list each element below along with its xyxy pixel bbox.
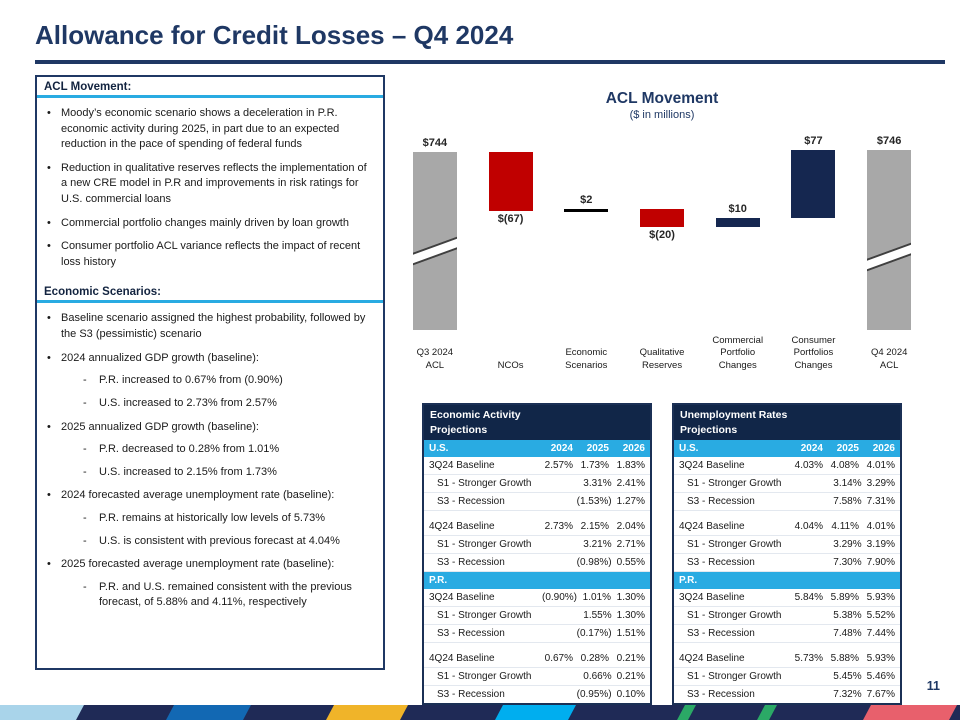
table-title — [674, 405, 900, 440]
table-row — [424, 625, 650, 643]
row-value: 5.52% — [866, 610, 895, 622]
title-underline — [35, 60, 945, 64]
waterfall-column — [700, 90, 776, 340]
row-value: 1.73% — [580, 460, 609, 472]
row-value: 7.67% — [866, 689, 895, 701]
row-value: 4.08% — [830, 460, 859, 472]
sub-bullet-item — [83, 396, 371, 412]
row-value: 7.32% — [833, 689, 862, 701]
x-axis-label — [397, 347, 473, 374]
row-label: S3 - Recession — [687, 689, 755, 701]
waterfall-bar-total — [413, 152, 457, 330]
row-label: 4Q24 Baseline — [679, 653, 745, 665]
row-value: 0.67% — [544, 653, 573, 665]
table-row — [424, 518, 650, 536]
chart-subtitle: ($ in millions) — [629, 109, 695, 121]
bar-value-label: $(20) — [649, 228, 675, 241]
waterfall-bar-increase — [716, 218, 760, 227]
footer-stripe — [863, 705, 957, 720]
table-row — [674, 493, 900, 511]
row-value: 5.46% — [866, 671, 895, 683]
chart-title: ACL Movement — [605, 90, 719, 107]
table-row — [424, 554, 650, 572]
sub-bullet-text: P.R. and U.S. remained consistent with the previous forecast, of 5.88% and 4.11%, respectively — [99, 580, 352, 609]
x-axis-label-line: Portfolios — [793, 347, 834, 359]
row-value: 2.71% — [616, 539, 645, 551]
table-section-row — [674, 572, 900, 589]
row-value: 2.73% — [544, 521, 573, 533]
row-value: 3.31% — [583, 478, 612, 490]
row-value: 2.04% — [616, 521, 645, 533]
table-row — [674, 668, 900, 686]
bullet-text: Baseline scenario assigned the highest probability, followed by the S3 (pessimistic) scenario — [61, 312, 366, 341]
row-value: 1.01% — [582, 592, 612, 604]
x-axis-label — [548, 347, 624, 374]
row-value: 1.30% — [616, 592, 646, 604]
table-section-label: P.R. — [679, 575, 698, 587]
row-label: S1 - Stronger Growth — [687, 539, 782, 551]
row-value: 3.29% — [866, 478, 895, 490]
waterfall-column — [776, 90, 852, 340]
row-label: S1 - Stronger Growth — [437, 610, 532, 622]
x-axis-label — [473, 360, 549, 374]
row-value: 2.57% — [544, 460, 573, 472]
table-row — [424, 589, 650, 607]
bullet-text: Reduction in qualitative reserves reflects the implementation of a new CRE model in P.R and improvements in risk ratings for U.S. commercial loans — [61, 161, 367, 206]
row-value: 7.44% — [866, 628, 895, 640]
row-label: S1 - Stronger Growth — [437, 539, 532, 551]
table-row — [424, 650, 650, 668]
table-section-row — [424, 440, 650, 457]
row-value: 3.19% — [866, 539, 895, 551]
footer-stripe — [326, 705, 408, 720]
row-value: 5.38% — [833, 610, 862, 622]
dash-marker: - — [83, 396, 87, 409]
row-label: 3Q24 Baseline — [679, 460, 745, 472]
bullet-text: 2025 forecasted average unemployment rate (baseline): — [61, 558, 335, 571]
table-row — [424, 668, 650, 686]
table-section-row — [674, 440, 900, 457]
table-title-line: Economic Activity — [430, 409, 521, 421]
x-axis-label — [851, 347, 927, 374]
bullet-text: 2025 annualized GDP growth (baseline): — [61, 420, 259, 433]
row-label: S1 - Stronger Growth — [687, 478, 782, 490]
bar-value-label: $77 — [804, 135, 823, 148]
economic-activity-table — [422, 403, 652, 705]
bar-value-label: $744 — [422, 137, 448, 149]
page-number: 11 — [926, 679, 940, 693]
footer-stripe — [677, 705, 696, 720]
waterfall-column — [473, 90, 549, 340]
table-section-label: P.R. — [429, 575, 448, 587]
table-row — [674, 686, 900, 703]
x-axis-label-line: NCOs — [497, 359, 524, 371]
table-year-header: 2026 — [872, 443, 895, 455]
bullet-item — [47, 216, 371, 232]
row-label: S1 - Stronger Growth — [687, 671, 782, 683]
bar-value-label: $2 — [580, 194, 593, 207]
bullet-item — [47, 239, 371, 270]
sub-bullet-text: P.R. decreased to 0.28% from 1.01% — [99, 443, 280, 456]
acl-movement-waterfall-chart — [397, 90, 927, 382]
x-axis-label-line: Qualitative — [639, 347, 685, 359]
row-label: 4Q24 Baseline — [429, 653, 495, 665]
row-value: 1.27% — [616, 496, 645, 508]
bullet-marker: • — [47, 240, 51, 253]
waterfall-bar-decrease — [640, 209, 684, 227]
bullet-marker: • — [47, 107, 51, 119]
table-title-line: Projections — [680, 423, 738, 436]
sub-bullet-text: P.R. increased to 0.67% from (0.90%) — [99, 374, 283, 387]
table-title-line: Unemployment Rates — [680, 409, 788, 421]
row-value: (0.90%) — [542, 592, 578, 604]
x-axis-label-line: Changes — [794, 359, 833, 371]
table-row — [674, 457, 900, 475]
row-label: 3Q24 Baseline — [429, 592, 495, 604]
row-label: 4Q24 Baseline — [429, 521, 495, 533]
row-value: 0.66% — [583, 671, 612, 683]
bullet-text: Moody’s economic scenario shows a deceleration in P.R. economic activity during 2025, in part due to an expected reduction in the pace of spending of federal funds — [61, 107, 340, 151]
axis-break-mark — [413, 234, 457, 268]
row-value: (0.98%) — [576, 557, 612, 569]
bullet-item — [47, 488, 371, 504]
row-value: 7.30% — [833, 557, 862, 569]
row-label: S1 - Stronger Growth — [437, 478, 532, 490]
sub-bullet-item — [83, 373, 371, 389]
row-value: 1.30% — [616, 610, 645, 622]
table-row — [424, 686, 650, 703]
row-value: 5.89% — [830, 592, 859, 604]
bar-value-label: $10 — [728, 203, 747, 215]
row-value: 0.55% — [616, 557, 645, 569]
section-heading: Economic Scenarios: — [37, 282, 383, 303]
row-label: 3Q24 Baseline — [679, 592, 745, 604]
row-label: 4Q24 Baseline — [679, 521, 745, 533]
row-value: (1.53%) — [576, 496, 612, 508]
row-value: 4.04% — [794, 521, 823, 533]
bullet-marker: • — [47, 216, 51, 229]
row-value: 0.28% — [580, 653, 609, 665]
x-axis-label-line: Scenarios — [565, 359, 608, 371]
bar-value-label: $(67) — [497, 212, 524, 225]
table-year-header: 2024 — [550, 443, 573, 455]
table-row — [424, 607, 650, 625]
x-axis-label-line: Economic — [565, 347, 608, 359]
row-value: (0.95%) — [576, 689, 612, 701]
footer-stripe — [757, 705, 777, 720]
footer-stripe — [0, 705, 84, 720]
row-value: 4.03% — [794, 460, 823, 472]
bullet-marker: • — [47, 161, 51, 174]
bullet-text: Consumer portfolio ACL variance reflects the impact of recent loss history — [61, 240, 361, 268]
x-axis-category-labels — [397, 328, 927, 374]
bullet-item — [47, 161, 371, 208]
row-value: 0.10% — [616, 689, 645, 701]
row-value: 5.93% — [866, 653, 895, 665]
table-title-line: Projections — [430, 423, 488, 436]
row-value: 7.58% — [833, 496, 862, 508]
row-value: 7.31% — [866, 496, 895, 508]
row-label: S3 - Recession — [687, 496, 755, 508]
row-value: 2.15% — [580, 521, 609, 533]
table-row — [674, 625, 900, 643]
row-label: S3 - Recession — [437, 496, 505, 508]
table-year-header: 2025 — [586, 443, 609, 455]
bullet-marker: • — [47, 489, 51, 502]
x-axis-label-line: Q4 2024 — [870, 347, 908, 359]
x-axis-label-line: Commercial — [712, 334, 764, 346]
x-axis-label-line: Portfolio — [720, 347, 756, 359]
row-value: 4.11% — [831, 521, 859, 533]
table-gap-row — [424, 643, 650, 650]
row-label: S3 - Recession — [437, 689, 505, 701]
table-row — [674, 475, 900, 493]
row-label: S3 - Recession — [437, 557, 505, 569]
table-year-header: 2025 — [836, 443, 859, 455]
x-axis-label-line: ACL — [879, 359, 899, 371]
table-row — [424, 475, 650, 493]
row-value: (0.17%) — [576, 628, 612, 640]
table-row — [424, 536, 650, 554]
row-value: 5.93% — [866, 592, 895, 604]
bullet-text: 2024 annualized GDP growth (baseline): — [61, 351, 259, 364]
table-row — [674, 607, 900, 625]
dash-marker: - — [83, 534, 87, 547]
dash-marker: - — [83, 374, 87, 387]
row-value: 0.21% — [616, 653, 645, 665]
axis-break-mark — [867, 240, 911, 274]
table-row — [424, 493, 650, 511]
row-value: 4.01% — [866, 460, 895, 472]
sub-bullet-text: U.S. is consistent with previous forecast at 4.04% — [99, 534, 340, 547]
bullet-item — [47, 420, 371, 436]
row-value: 3.29% — [833, 539, 862, 551]
bullet-marker: • — [47, 558, 51, 571]
x-axis-label-line: ACL — [425, 359, 445, 371]
dash-marker: - — [83, 511, 87, 524]
table-row — [674, 589, 900, 607]
waterfall-bar-decrease — [489, 152, 533, 211]
sub-bullet-item — [83, 442, 371, 458]
row-label: S3 - Recession — [687, 557, 755, 569]
row-value: 3.14% — [833, 478, 862, 490]
row-value: 0.21% — [616, 671, 645, 683]
row-label: S3 - Recession — [437, 628, 505, 640]
table-year-header: 2024 — [800, 443, 823, 455]
row-value: 7.90% — [866, 557, 895, 569]
table-section-row — [424, 572, 650, 589]
x-axis-label — [624, 347, 700, 374]
row-label: 3Q24 Baseline — [429, 460, 495, 472]
sub-bullet-item — [83, 511, 371, 527]
sub-bullet-item — [83, 465, 371, 481]
sub-bullet-item — [83, 534, 371, 550]
table-row — [424, 457, 650, 475]
table-year-header: 2026 — [622, 443, 645, 455]
row-value: 1.51% — [616, 628, 645, 640]
table-section-label: U.S. — [679, 443, 699, 455]
row-value: 1.55% — [583, 610, 612, 622]
row-value: 3.21% — [583, 539, 612, 551]
x-axis-label-line: Consumer — [791, 334, 836, 346]
left-commentary-panel — [35, 75, 385, 670]
row-label: S1 - Stronger Growth — [687, 610, 782, 622]
x-axis-label-line: Changes — [718, 359, 757, 371]
waterfall-column — [624, 90, 700, 340]
bullet-text: 2024 forecasted average unemployment rate (baseline): — [61, 489, 335, 502]
table-title — [424, 405, 650, 440]
dash-marker: - — [83, 465, 87, 478]
section-heading: ACL Movement: — [37, 77, 383, 98]
x-axis-label-line: Reserves — [641, 359, 683, 371]
row-value: 5.88% — [830, 653, 859, 665]
table-gap-row — [424, 511, 650, 518]
bullet-item — [47, 351, 371, 367]
table-section-label: U.S. — [429, 443, 449, 455]
waterfall-column — [851, 90, 927, 340]
dash-marker: - — [83, 443, 87, 456]
bullet-marker: • — [47, 420, 51, 433]
waterfall-bar-connector — [564, 209, 608, 212]
waterfall-bar-increase — [791, 150, 835, 218]
sub-bullet-text: U.S. increased to 2.73% from 2.57% — [99, 396, 277, 409]
table-row — [674, 650, 900, 668]
row-value: 7.48% — [833, 628, 862, 640]
unemployment-rates-table — [672, 403, 902, 705]
footer-stripe-bar — [0, 705, 960, 720]
sub-bullet-text: P.R. remains at historically low levels of 5.73% — [99, 511, 326, 524]
bar-value-label: $746 — [876, 135, 902, 148]
row-label: S3 - Recession — [687, 628, 755, 640]
waterfall-column — [397, 90, 473, 340]
dash-marker: - — [83, 580, 87, 593]
row-value: 4.01% — [866, 521, 895, 533]
row-value: 5.45% — [833, 671, 862, 683]
row-value: 1.83% — [616, 460, 645, 472]
bullet-text: Commercial portfolio changes mainly driven by loan growth — [61, 216, 349, 229]
row-value: 2.41% — [616, 478, 645, 490]
bullet-item — [47, 557, 371, 573]
bullet-item — [47, 106, 371, 153]
x-axis-label-line: Q3 2024 — [416, 347, 454, 359]
x-axis-label — [776, 335, 852, 374]
row-value: 5.73% — [794, 653, 823, 665]
bullet-marker: • — [47, 351, 51, 364]
table-row — [674, 518, 900, 536]
table-gap-row — [674, 643, 900, 650]
row-value: 5.84% — [794, 592, 823, 604]
bullet-item — [47, 311, 371, 342]
footer-stripe — [495, 705, 576, 720]
footer-stripe — [166, 705, 251, 720]
sub-bullet-text: U.S. increased to 2.15% from 1.73% — [99, 465, 277, 478]
waterfall-bars — [397, 90, 927, 340]
page-title: Allowance for Credit Losses – Q4 2024 — [35, 20, 514, 50]
x-axis-label — [700, 335, 776, 374]
sub-bullet-item — [83, 580, 371, 611]
bullet-marker: • — [47, 312, 51, 325]
row-label: S1 - Stronger Growth — [437, 671, 532, 683]
table-row — [674, 554, 900, 572]
table-gap-row — [674, 511, 900, 518]
waterfall-column — [548, 90, 624, 340]
waterfall-bar-total — [867, 150, 911, 330]
table-row — [674, 536, 900, 554]
